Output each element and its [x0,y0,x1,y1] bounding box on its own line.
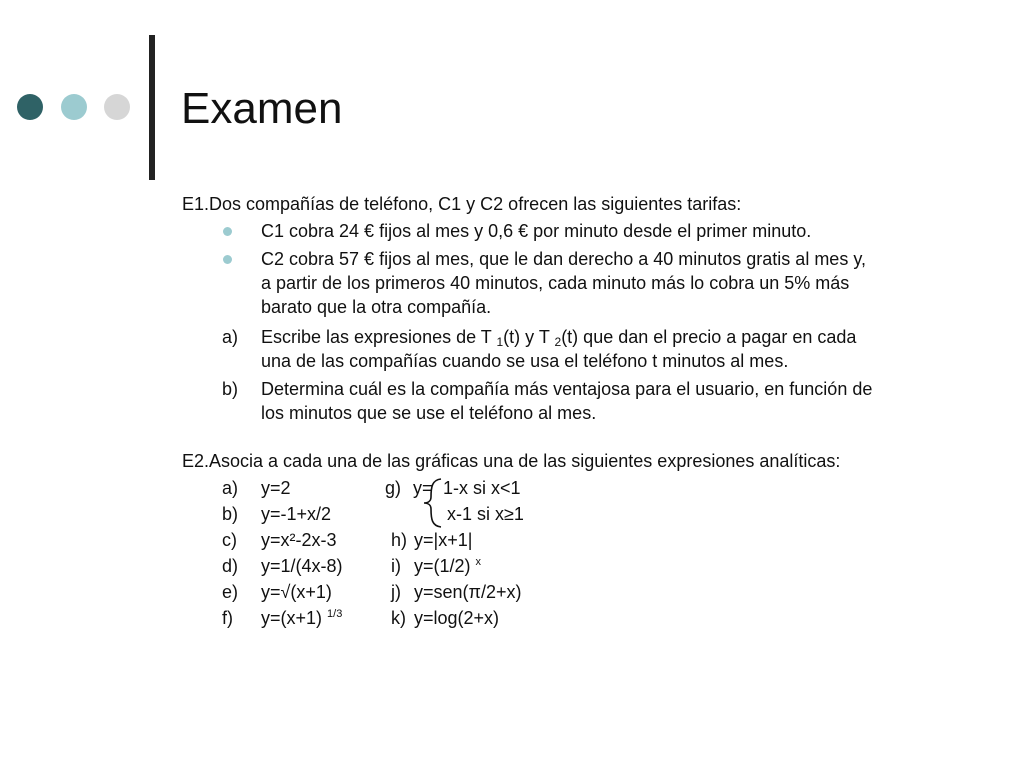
bullet-dot-icon [223,227,232,236]
item-marker: b) [222,504,239,524]
bullet-dot-icon [223,255,232,264]
item-marker: g) [385,478,402,498]
item-marker: i) [391,556,401,576]
expression-b: y=-1+x/2 [261,504,332,524]
item-marker: h) [391,530,408,550]
decorative-dot-teal [61,94,87,120]
item-marker: a) [222,478,239,498]
slide-title: Examen [181,84,343,133]
e1-bullet-1: C1 cobra 24 € fijos al mes y 0,6 € por minuto desde el primer minuto. [261,221,812,241]
item-marker: f) [222,608,233,628]
expression-h: y=|x+1| [414,530,473,550]
expression-i: y=(1/2) $^x$ [414,556,482,576]
expression-d: y=1/(4x-8) [261,556,343,576]
e1-heading: E1.Dos compañías de teléfono, C1 y C2 ofrecen las siguientes tarifas: [182,194,742,214]
item-marker: a) [222,327,239,347]
item-marker: k) [391,608,406,628]
title-divider-bar [149,35,155,180]
e1-item-b-line-1: Determina cuál es la compañía más ventajosa para el usuario, en función de [261,379,873,399]
expression-k: y=log(2+x) [414,608,500,628]
decorative-dot-gray [104,94,130,120]
expression-g-lhs: y= [413,478,433,498]
e1-item-b-line-2: los minutos que se use el teléfono al mes. [261,403,597,423]
expression-g-case-2: x-1 si x≥1 [447,504,524,524]
e1-item-a-line-1: Escribe las expresiones de T $_1$(t) y T $_2$(t) que dan el precio a pagar en cada [261,327,857,349]
item-marker: c) [222,530,237,550]
expression-f: y=(x+1) $^{1/3}$ [261,608,343,628]
item-marker: d) [222,556,239,576]
e1-item-a-line-2: una de las compañías cuando se usa el teléfono t minutos al mes. [261,351,789,371]
piecewise-brace-icon [422,477,444,529]
item-marker: j) [391,582,401,602]
item-marker: e) [222,582,239,602]
e1-bullet-2-line-2: a partir de los primeros 40 minutos, cada minuto más lo cobra un 5% más [261,273,850,293]
decorative-dot-dark [17,94,43,120]
e1-bullet-2-line-1: C2 cobra 57 € fijos al mes, que le dan derecho a 40 minutos gratis al mes y, [261,249,866,269]
expression-e: y=√(x+1) [261,582,332,602]
expression-c: y=x²-2x-3 [261,530,337,550]
e1-bullet-2-line-3: barato que la otra compañía. [261,297,492,317]
e2-heading: E2.Asocia a cada una de las gráficas una de las siguientes expresiones analíticas: [182,451,841,471]
item-marker: b) [222,379,239,399]
expression-j: y=sen(π/2+x) [414,582,522,602]
expression-a: y=2 [261,478,291,498]
expression-g-case-1: 1-x si x<1 [443,478,521,498]
